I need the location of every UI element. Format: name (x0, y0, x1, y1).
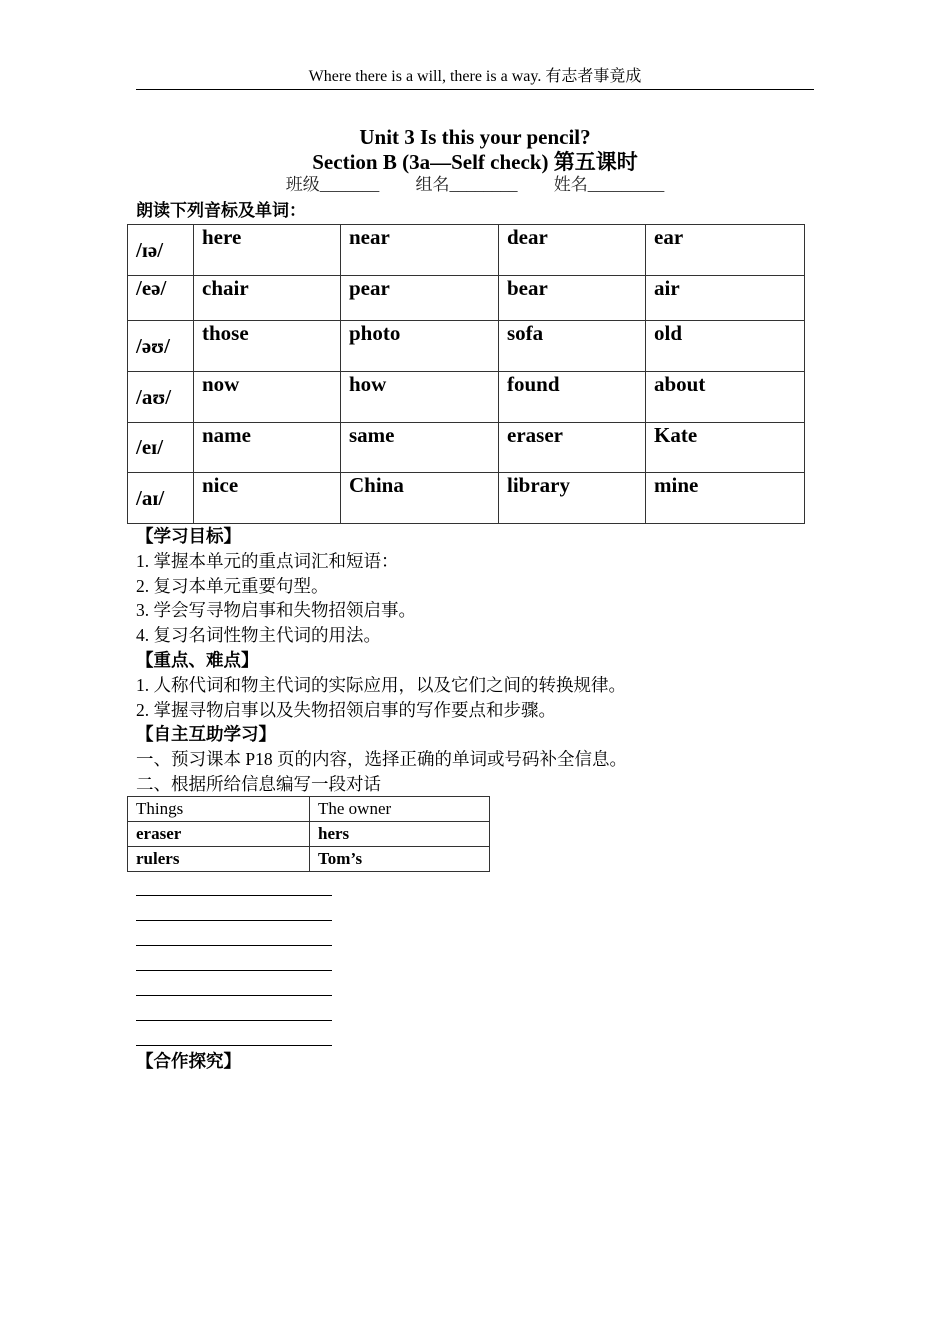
table-row (128, 822, 490, 847)
phonetics-table (127, 224, 805, 524)
key-point-item: 2. 掌握寻物启事以及失物招领启事的写作要点和步骤。 (136, 699, 556, 720)
student-info-fields (136, 174, 814, 196)
writing-line[interactable] (136, 1020, 332, 1021)
word-cell: nice (194, 473, 341, 524)
goal-item: 1. 掌握本单元的重点词汇和短语： (136, 550, 399, 571)
owner-cell: hers (310, 822, 490, 847)
writing-line[interactable] (136, 995, 332, 996)
phonetics-row (128, 473, 805, 524)
owner-cell: Tom’s (310, 847, 490, 872)
word-cell: mine (646, 473, 805, 524)
writing-line[interactable] (136, 895, 332, 896)
word-cell: now (194, 372, 341, 423)
owner-table-header (128, 797, 490, 822)
phonetic-symbol: /ɪə/ (128, 225, 194, 276)
page-subtitle: Section B (3a—Self check) 第五课时 (312, 150, 638, 174)
word-cell: dear (499, 225, 646, 276)
goals-heading: 【学习目标】 (136, 526, 241, 546)
word-cell: same (341, 423, 499, 473)
cooperation-heading: 【合作探究】 (136, 1051, 241, 1071)
word-cell: name (194, 423, 341, 473)
word-cell: ear (646, 225, 805, 276)
self-study-item: 一、预习课本 P18 页的内容，选择正确的单词或号码补全信息。 (136, 749, 627, 770)
name-field[interactable]: 姓名_________ (553, 175, 665, 194)
reading-label: 朗读下列音标及单词： (136, 201, 306, 220)
self-study-heading: 【自主互助学习】 (136, 724, 276, 745)
phonetic-symbol: /eə/ (128, 276, 194, 321)
word-cell: those (194, 321, 341, 372)
word-cell: here (194, 225, 341, 276)
owner-header: The owner (310, 797, 490, 822)
group-field[interactable]: 组名________ (415, 175, 518, 194)
owner-table (127, 796, 490, 872)
page-title: Unit 3 Is this your pencil? (359, 125, 591, 149)
word-cell: chair (194, 276, 341, 321)
word-cell: sofa (499, 321, 646, 372)
phonetics-row (128, 372, 805, 423)
word-cell: about (646, 372, 805, 423)
word-cell: library (499, 473, 646, 524)
writing-line[interactable] (136, 920, 332, 921)
writing-line[interactable] (136, 970, 332, 971)
writing-line[interactable] (136, 1045, 332, 1046)
goals-section (136, 524, 627, 797)
phonetic-symbol: /əʊ/ (128, 321, 194, 372)
word-cell: eraser (499, 423, 646, 473)
self-study-item: 二、根据所给信息编写一段对话 (136, 773, 381, 794)
key-points-heading: 【重点、难点】 (136, 649, 259, 670)
key-point-item: 1. 人称代词和物主代词的实际应用，以及它们之间的转换规律。 (136, 674, 626, 695)
phonetics-row (128, 423, 805, 473)
word-cell: bear (499, 276, 646, 321)
goal-item: 4. 复习名词性物主代词的用法。 (136, 625, 381, 646)
word-cell: how (341, 372, 499, 423)
word-cell: China (341, 473, 499, 524)
phonetics-row (128, 225, 805, 276)
goal-item: 2. 复习本单元重要句型。 (136, 575, 329, 596)
word-cell: found (499, 372, 646, 423)
word-cell: air (646, 276, 805, 321)
phonetics-row (128, 276, 805, 321)
word-cell: pear (341, 276, 499, 321)
page-header: Where there is a will, there is a way. 有志者事竟成 (308, 68, 642, 85)
word-cell: old (646, 321, 805, 372)
phonetics-row (128, 321, 805, 372)
word-cell: near (341, 225, 499, 276)
word-cell: Kate (646, 423, 805, 473)
header-rule (136, 89, 814, 90)
phonetic-symbol: /aʊ/ (128, 372, 194, 423)
word-cell: photo (341, 321, 499, 372)
phonetic-symbol: /aɪ/ (128, 473, 194, 524)
phonetic-symbol: /eɪ/ (128, 423, 194, 473)
goal-item: 3. 学会写寻物启事和失物招领启事。 (136, 600, 416, 621)
things-header: Things (128, 797, 310, 822)
thing-cell: rulers (128, 847, 310, 872)
table-row (128, 847, 490, 872)
thing-cell: eraser (128, 822, 310, 847)
writing-line[interactable] (136, 945, 332, 946)
class-field[interactable]: 班级_______ (285, 175, 380, 194)
